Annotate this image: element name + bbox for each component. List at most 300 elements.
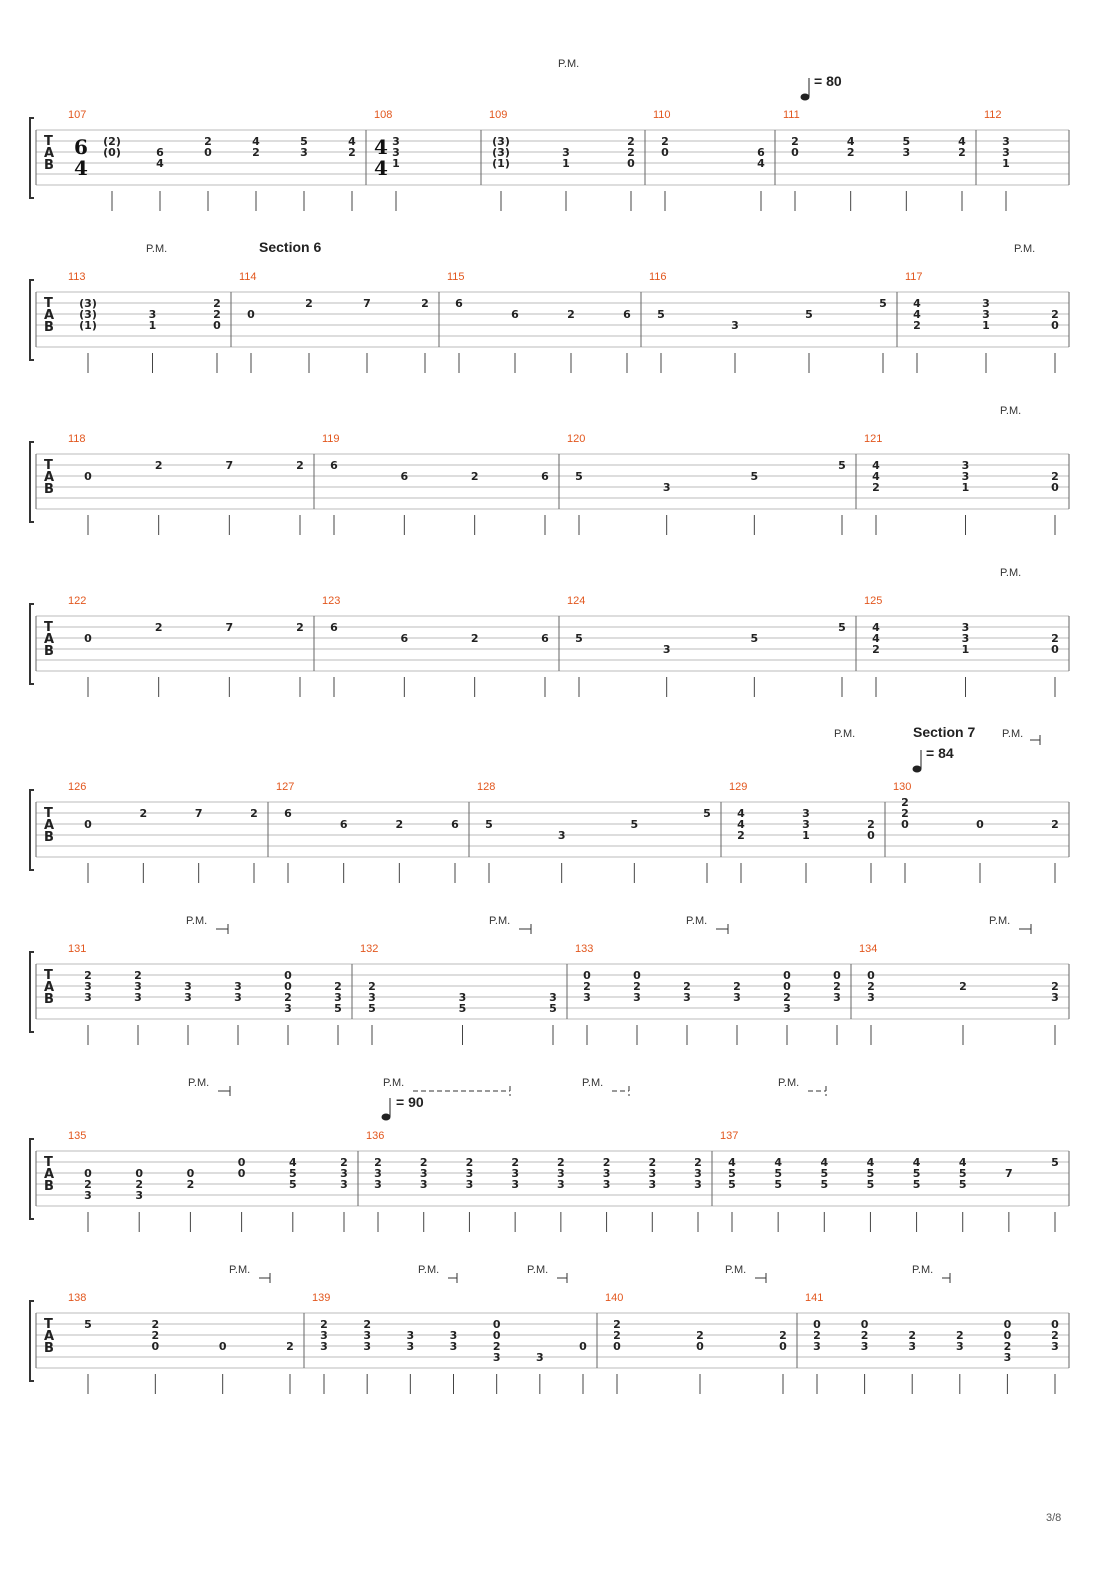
tab-clef-letter: A bbox=[44, 308, 55, 323]
tab-clef-letter: A bbox=[44, 632, 55, 647]
palm-mute-label: P.M. bbox=[489, 915, 511, 927]
fret-number: 3 bbox=[300, 146, 308, 159]
fret-number: 4 bbox=[728, 1156, 736, 1169]
fret-number: 3 bbox=[184, 980, 192, 993]
fret-number: 0 bbox=[783, 980, 791, 993]
fret-number: 5 bbox=[838, 459, 846, 472]
fret-number: 0 bbox=[213, 319, 221, 332]
fret-number: 6 bbox=[455, 297, 463, 310]
palm-mute-label: P.M. bbox=[418, 1264, 440, 1276]
fret-number: 3 bbox=[583, 991, 591, 1004]
fret-number: 3 bbox=[406, 1329, 415, 1342]
palm-mute-label: P.M. bbox=[686, 915, 708, 927]
fret-number: 0 bbox=[237, 1167, 246, 1180]
fret-number: 2 bbox=[421, 297, 429, 310]
staff-system bbox=[30, 781, 1069, 883]
palm-mute-label: P.M. bbox=[1014, 243, 1036, 255]
fret-number: 0 bbox=[151, 1340, 160, 1353]
palm-mute-label: P.M. bbox=[989, 915, 1011, 927]
fret-number: 3 bbox=[1051, 1340, 1059, 1353]
fret-number: 5 bbox=[879, 297, 887, 310]
fret-number: 3 bbox=[419, 1167, 428, 1180]
fret-number: 0 bbox=[492, 1318, 501, 1331]
fret-number: 6 bbox=[400, 470, 409, 483]
tab-clef-letter: A bbox=[44, 980, 55, 995]
fret-number: 3 bbox=[320, 1329, 328, 1342]
measure-number: 123 bbox=[322, 595, 341, 607]
fret-number: 1 bbox=[1002, 157, 1010, 170]
fret-number: 0 bbox=[237, 1156, 246, 1169]
fret-number: 5 bbox=[902, 135, 911, 148]
fret-number: (3) bbox=[492, 135, 510, 148]
fret-number: 2 bbox=[955, 1329, 964, 1342]
fret-number: 2 bbox=[860, 1329, 869, 1342]
staff-system bbox=[30, 109, 1069, 211]
fret-number: 3 bbox=[961, 621, 970, 634]
fret-number: 3 bbox=[802, 807, 810, 820]
fret-number: 5 bbox=[958, 1178, 967, 1191]
fret-number: 3 bbox=[662, 481, 671, 494]
fret-number: 2 bbox=[363, 1318, 371, 1331]
fret-number: 5 bbox=[334, 1002, 342, 1015]
fret-number: 3 bbox=[562, 146, 570, 159]
measure-number: 139 bbox=[312, 1292, 331, 1304]
fret-number: 3 bbox=[465, 1167, 474, 1180]
fret-number: 0 bbox=[135, 1167, 144, 1180]
tempo-value: = 80 bbox=[814, 73, 842, 89]
fret-number: 4 bbox=[156, 157, 164, 170]
fret-number: 0 bbox=[84, 818, 92, 831]
fret-number: 2 bbox=[908, 1329, 917, 1342]
fret-number: 4 bbox=[252, 135, 260, 148]
staff-system bbox=[30, 271, 1069, 373]
fret-number: 2 bbox=[154, 621, 163, 634]
measure-number: 130 bbox=[893, 781, 912, 793]
measure-number: 118 bbox=[68, 433, 86, 445]
fret-number: 5 bbox=[368, 1002, 376, 1015]
time-signature-bottom: 4 bbox=[74, 156, 88, 180]
fret-number: 2 bbox=[913, 319, 921, 332]
tab-clef-letter: B bbox=[44, 158, 54, 173]
measure-number: 108 bbox=[374, 109, 393, 121]
system-bracket bbox=[30, 604, 34, 684]
measure-number: 120 bbox=[567, 433, 586, 445]
measure-number: 131 bbox=[68, 943, 87, 955]
fret-number: 2 bbox=[334, 980, 342, 993]
fret-number: 4 bbox=[872, 621, 880, 634]
fret-number: 3 bbox=[733, 991, 741, 1004]
fret-number: 4 bbox=[872, 632, 880, 645]
fret-number: 2 bbox=[213, 308, 221, 321]
tempo-marking bbox=[382, 1094, 424, 1121]
fret-number: 3 bbox=[392, 146, 400, 159]
fret-number: 3 bbox=[84, 991, 92, 1004]
fret-number: 5 bbox=[657, 308, 665, 321]
measure-number: 141 bbox=[805, 1292, 824, 1304]
fret-number: 0 bbox=[492, 1329, 501, 1342]
palm-mute-label: P.M. bbox=[778, 1077, 800, 1089]
measure-number: 129 bbox=[729, 781, 748, 793]
fret-number: 4 bbox=[774, 1156, 782, 1169]
fret-number: 3 bbox=[833, 991, 841, 1004]
measure-number: 137 bbox=[720, 1130, 739, 1142]
section-label: Section 6 bbox=[259, 239, 322, 255]
fret-number: 3 bbox=[549, 991, 557, 1004]
fret-number: 1 bbox=[148, 319, 157, 332]
fret-number: 3 bbox=[134, 980, 142, 993]
tab-clef-letter: T bbox=[44, 1317, 53, 1332]
fret-number: 3 bbox=[368, 991, 376, 1004]
fret-number: 0 bbox=[1051, 319, 1059, 332]
tab-clef-letter: B bbox=[44, 320, 54, 335]
fret-number: 2 bbox=[395, 818, 404, 831]
system-bracket bbox=[30, 118, 34, 198]
fret-number: 2 bbox=[958, 146, 966, 159]
staff-system bbox=[30, 1292, 1069, 1394]
fret-number: 6 bbox=[339, 818, 348, 831]
system-bracket bbox=[30, 790, 34, 870]
measure-number: 107 bbox=[68, 109, 87, 121]
fret-number: 3 bbox=[84, 1189, 92, 1202]
fret-number: (0) bbox=[103, 146, 121, 159]
tab-clef-letter: B bbox=[44, 830, 54, 845]
measure-number: 114 bbox=[239, 271, 257, 283]
fret-number: 0 bbox=[186, 1167, 195, 1180]
fret-number: 2 bbox=[633, 980, 641, 993]
fret-number: 2 bbox=[1051, 308, 1059, 321]
palm-mute-label: P.M. bbox=[188, 1077, 210, 1089]
fret-number: 1 bbox=[392, 157, 400, 170]
fret-number: 5 bbox=[84, 1318, 92, 1331]
fret-number: 3 bbox=[148, 308, 157, 321]
fret-number: 4 bbox=[866, 1156, 875, 1169]
fret-number: 2 bbox=[1051, 632, 1059, 645]
palm-mute-label: P.M. bbox=[527, 1264, 549, 1276]
fret-number: 1 bbox=[802, 829, 810, 842]
fret-number: 4 bbox=[913, 308, 921, 321]
fret-number: 0 bbox=[579, 1340, 587, 1353]
fret-number: 4 bbox=[913, 297, 921, 310]
fret-number: 2 bbox=[284, 991, 292, 1004]
fret-number: 3 bbox=[955, 1340, 964, 1353]
fret-number: 2 bbox=[84, 1178, 92, 1191]
fret-number: 0 bbox=[583, 969, 591, 982]
fret-number: 2 bbox=[779, 1329, 787, 1342]
fret-number: 3 bbox=[602, 1167, 611, 1180]
fret-number: 2 bbox=[1003, 1340, 1012, 1353]
fret-number: 0 bbox=[813, 1318, 821, 1331]
fret-number: 2 bbox=[154, 459, 163, 472]
fret-number: 6 bbox=[400, 632, 409, 645]
fret-number: 2 bbox=[557, 1156, 565, 1169]
fret-number: 5 bbox=[485, 818, 493, 831]
fret-number: 2 bbox=[683, 980, 691, 993]
palm-mute-label: P.M. bbox=[1000, 567, 1022, 579]
tempo-value: = 90 bbox=[396, 1094, 424, 1110]
fret-number: 5 bbox=[774, 1167, 782, 1180]
fret-number: 3 bbox=[392, 135, 400, 148]
tempo-value: = 84 bbox=[926, 745, 954, 761]
fret-number: 2 bbox=[813, 1329, 821, 1342]
fret-number: 2 bbox=[213, 297, 221, 310]
fret-number: 0 bbox=[1051, 1318, 1059, 1331]
fret-number: 4 bbox=[872, 470, 880, 483]
measure-number: 119 bbox=[322, 433, 340, 445]
palm-mute-label: P.M. bbox=[1000, 405, 1022, 417]
fret-number: 2 bbox=[602, 1156, 611, 1169]
measure-number: 133 bbox=[575, 943, 594, 955]
tempo-marking bbox=[913, 745, 954, 773]
fret-number: 3 bbox=[340, 1178, 348, 1191]
fret-number: 2 bbox=[470, 470, 479, 483]
fret-number: 4 bbox=[757, 157, 765, 170]
fret-number: 3 bbox=[908, 1340, 917, 1353]
fret-number: 3 bbox=[982, 308, 990, 321]
palm-mute-label: P.M. bbox=[186, 915, 208, 927]
staff-system bbox=[30, 433, 1069, 535]
fret-number: 2 bbox=[613, 1329, 621, 1342]
fret-number: 5 bbox=[288, 1167, 297, 1180]
fret-number: 5 bbox=[750, 632, 759, 645]
fret-number: 5 bbox=[728, 1178, 736, 1191]
fret-number: 0 bbox=[84, 632, 92, 645]
fret-number: 1 bbox=[961, 643, 970, 656]
fret-number: 6 bbox=[330, 621, 338, 634]
fret-number: 0 bbox=[867, 969, 875, 982]
fret-number: 3 bbox=[134, 991, 142, 1004]
fret-number: 0 bbox=[627, 157, 635, 170]
palm-mute-label: P.M. bbox=[558, 58, 580, 70]
measure-number: 110 bbox=[653, 109, 671, 121]
fret-number: 3 bbox=[234, 980, 242, 993]
fret-number: 3 bbox=[135, 1189, 144, 1202]
fret-number: 3 bbox=[982, 297, 990, 310]
fret-number: 3 bbox=[648, 1178, 657, 1191]
tab-clef-letter: B bbox=[44, 1341, 54, 1356]
tab-clef-letter: A bbox=[44, 1329, 55, 1344]
fret-number: 5 bbox=[703, 807, 711, 820]
tab-clef-letter: T bbox=[44, 296, 53, 311]
fret-number: 2 bbox=[567, 308, 575, 321]
fret-number: 3 bbox=[536, 1351, 544, 1364]
fret-number: 5 bbox=[458, 1002, 467, 1015]
fret-number: (1) bbox=[492, 157, 510, 170]
fret-number: 2 bbox=[737, 829, 745, 842]
measure-number: 128 bbox=[477, 781, 496, 793]
measure-number: 116 bbox=[649, 271, 667, 283]
palm-mute-label: P.M. bbox=[725, 1264, 747, 1276]
fret-number: 5 bbox=[866, 1167, 875, 1180]
fret-number: 5 bbox=[575, 632, 583, 645]
fret-number: 0 bbox=[84, 1167, 92, 1180]
system-bracket bbox=[30, 1301, 34, 1381]
tab-clef-letter: A bbox=[44, 146, 55, 161]
fret-number: 3 bbox=[802, 818, 810, 831]
fret-number: (3) bbox=[79, 308, 97, 321]
fret-number: 6 bbox=[284, 807, 292, 820]
fret-number: (1) bbox=[79, 319, 97, 332]
fret-number: 2 bbox=[733, 980, 741, 993]
fret-number: 2 bbox=[151, 1318, 160, 1331]
fret-number: 3 bbox=[492, 1351, 501, 1364]
fret-number: 2 bbox=[84, 969, 92, 982]
fret-number: 2 bbox=[296, 621, 304, 634]
tab-clef-letter: T bbox=[44, 458, 53, 473]
fret-number: (2) bbox=[103, 135, 121, 148]
page-number: 3/8 bbox=[1046, 1512, 1062, 1524]
fret-number: 4 bbox=[846, 135, 855, 148]
fret-number: 3 bbox=[961, 459, 970, 472]
staff-system bbox=[30, 595, 1069, 697]
fret-number: 0 bbox=[84, 470, 92, 483]
measure-number: 126 bbox=[68, 781, 87, 793]
fret-number: 2 bbox=[151, 1329, 160, 1342]
palm-mute-label: P.M. bbox=[383, 1077, 405, 1089]
fret-number: 0 bbox=[779, 1340, 787, 1353]
fret-number: 5 bbox=[1051, 1156, 1059, 1169]
fret-number: 2 bbox=[470, 632, 479, 645]
staff-system bbox=[30, 943, 1069, 1045]
fret-number: 4 bbox=[820, 1156, 829, 1169]
fret-number: 3 bbox=[363, 1340, 371, 1353]
fret-number: 2 bbox=[648, 1156, 657, 1169]
measure-number: 121 bbox=[864, 433, 883, 445]
fret-number: 0 bbox=[867, 829, 875, 842]
fret-number: 3 bbox=[340, 1167, 348, 1180]
fret-number: 0 bbox=[833, 969, 841, 982]
fret-number: 3 bbox=[334, 991, 342, 1004]
fret-number: 5 bbox=[820, 1178, 829, 1191]
fret-number: 5 bbox=[630, 818, 639, 831]
fret-number: 2 bbox=[783, 991, 791, 1004]
tab-clef-letter: T bbox=[44, 134, 53, 149]
fret-number: 6 bbox=[541, 632, 549, 645]
fret-number: 4 bbox=[958, 135, 966, 148]
tab-clef-letter: T bbox=[44, 620, 53, 635]
fret-number: 0 bbox=[284, 969, 292, 982]
fret-number: 3 bbox=[683, 991, 691, 1004]
fret-number: 2 bbox=[419, 1156, 428, 1169]
fret-number: 3 bbox=[602, 1178, 611, 1191]
palm-mute-label: P.M. bbox=[912, 1264, 934, 1276]
fret-number: 5 bbox=[820, 1167, 829, 1180]
tab-clef-letter: A bbox=[44, 1167, 55, 1182]
fret-number: 5 bbox=[728, 1167, 736, 1180]
fret-number: 3 bbox=[731, 319, 739, 332]
fret-number: 2 bbox=[846, 146, 855, 159]
fret-number: 3 bbox=[961, 632, 970, 645]
tab-clef-letter: B bbox=[44, 644, 54, 659]
fret-number: 0 bbox=[1051, 481, 1059, 494]
fret-number: 3 bbox=[783, 1002, 791, 1015]
fret-number: 2 bbox=[627, 146, 635, 159]
fret-number: 3 bbox=[557, 1167, 565, 1180]
fret-number: 3 bbox=[511, 1178, 519, 1191]
fret-number: (3) bbox=[492, 146, 510, 159]
tempo-marking bbox=[801, 73, 842, 101]
fret-number: 7 bbox=[194, 807, 203, 820]
measure-number: 117 bbox=[905, 271, 923, 283]
fret-number: 3 bbox=[961, 470, 970, 483]
fret-number: 3 bbox=[1003, 1351, 1012, 1364]
fret-number: 3 bbox=[320, 1340, 328, 1353]
fret-number: 2 bbox=[1051, 470, 1059, 483]
fret-number: 2 bbox=[340, 1156, 348, 1169]
fret-number: 2 bbox=[833, 980, 841, 993]
measure-number: 122 bbox=[68, 595, 87, 607]
tab-staves bbox=[30, 109, 1069, 1394]
tab-clef-letter: B bbox=[44, 992, 54, 1007]
fret-number: 4 bbox=[958, 1156, 967, 1169]
fret-number: 2 bbox=[696, 1329, 704, 1342]
fret-number: 3 bbox=[813, 1340, 821, 1353]
fret-number: 0 bbox=[284, 980, 292, 993]
fret-number: 3 bbox=[374, 1167, 382, 1180]
tab-clef-letter: A bbox=[44, 818, 55, 833]
fret-number: 4 bbox=[348, 135, 356, 148]
fret-number: 3 bbox=[465, 1178, 474, 1191]
fret-number: (3) bbox=[79, 297, 97, 310]
fret-number: 3 bbox=[449, 1340, 458, 1353]
fret-number: 2 bbox=[134, 969, 142, 982]
tab-clef-letter: B bbox=[44, 482, 54, 497]
fret-number: 3 bbox=[374, 1178, 382, 1191]
fret-number: 2 bbox=[511, 1156, 519, 1169]
fret-number: 3 bbox=[1051, 991, 1059, 1004]
measure-number: 113 bbox=[68, 271, 86, 283]
fret-number: 1 bbox=[982, 319, 990, 332]
fret-number: 2 bbox=[348, 146, 356, 159]
fret-number: 2 bbox=[627, 135, 635, 148]
measure-number: 134 bbox=[859, 943, 878, 955]
fret-number: 0 bbox=[783, 969, 791, 982]
fret-number: 0 bbox=[1003, 1318, 1012, 1331]
fret-number: 3 bbox=[694, 1167, 702, 1180]
fret-number: 5 bbox=[912, 1178, 921, 1191]
fret-number: 5 bbox=[549, 1002, 557, 1015]
fret-number: 2 bbox=[872, 643, 880, 656]
measure-number: 124 bbox=[567, 595, 586, 607]
fret-number: 6 bbox=[330, 459, 338, 472]
fret-number: 0 bbox=[218, 1340, 227, 1353]
fret-number: 0 bbox=[1051, 643, 1059, 656]
palm-mute-label: P.M. bbox=[229, 1264, 251, 1276]
tab-clef-letter: A bbox=[44, 470, 55, 485]
fret-number: 0 bbox=[901, 818, 909, 831]
fret-number: 6 bbox=[541, 470, 549, 483]
measure-number: 109 bbox=[489, 109, 508, 121]
fret-number: 6 bbox=[623, 308, 631, 321]
fret-number: 4 bbox=[288, 1156, 297, 1169]
section-label: Section 7 bbox=[913, 724, 976, 740]
palm-mute-label: P.M. bbox=[146, 243, 168, 255]
measure-number: 125 bbox=[864, 595, 883, 607]
measure-number: 136 bbox=[366, 1130, 385, 1142]
measure-number: 127 bbox=[276, 781, 295, 793]
fret-number: 3 bbox=[449, 1329, 458, 1342]
fret-number: 2 bbox=[186, 1178, 195, 1191]
time-signature-top: 6 bbox=[74, 135, 88, 159]
fret-number: 5 bbox=[866, 1178, 875, 1191]
fret-number: 6 bbox=[156, 146, 164, 159]
fret-number: 5 bbox=[288, 1178, 297, 1191]
fret-number: 0 bbox=[976, 818, 984, 831]
time-signature-top: 4 bbox=[374, 135, 388, 159]
fret-number: 2 bbox=[204, 135, 212, 148]
fret-number: 2 bbox=[374, 1156, 382, 1169]
system-bracket bbox=[30, 952, 34, 1032]
fret-number: 2 bbox=[286, 1340, 294, 1353]
